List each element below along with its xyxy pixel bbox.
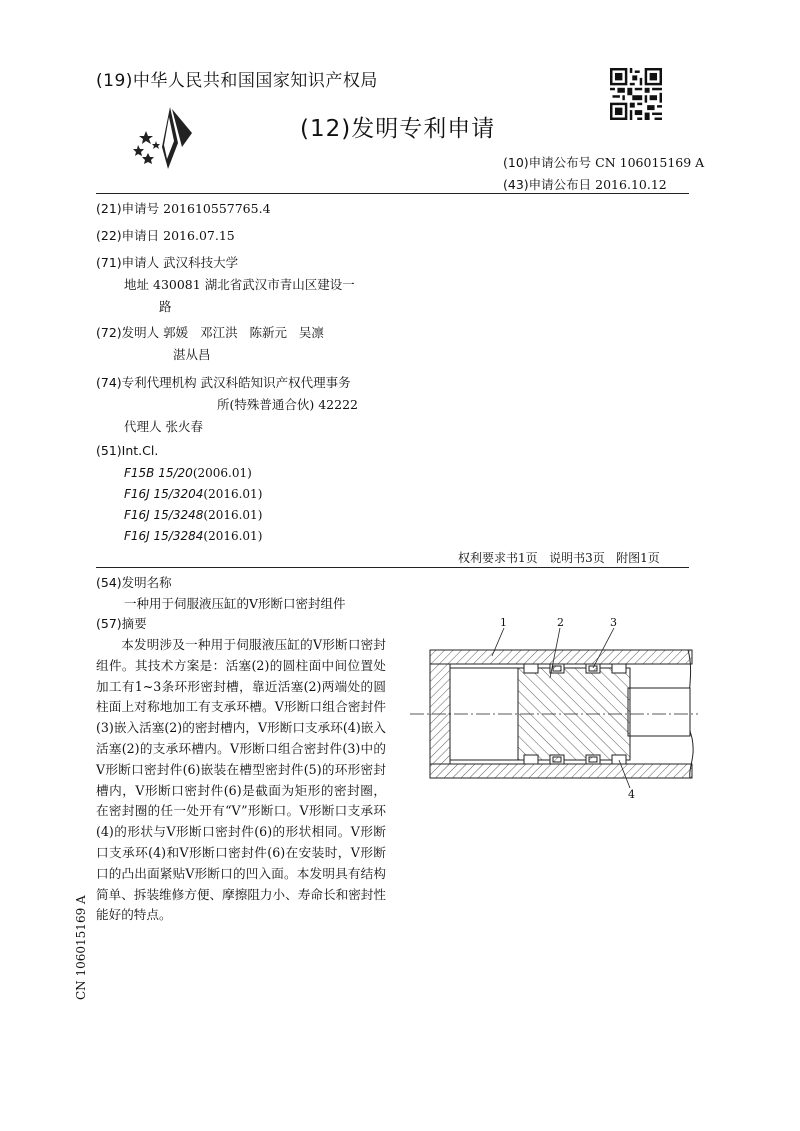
ipc-entry: F16J 15/3248(2016.01): [124, 508, 263, 522]
publication-number-label: (10)申请公布号: [503, 155, 592, 170]
qr-code-icon: [610, 68, 662, 120]
agent-label: 代理人: [124, 419, 162, 434]
application-number-row: [96, 199, 271, 217]
applicant-row: [96, 253, 238, 271]
drawing-label: 1: [500, 618, 507, 629]
drawing-label: 3: [610, 618, 617, 629]
agency-line-1: 武汉科皓知识产权代理事务: [200, 375, 351, 390]
address-row: [124, 275, 355, 293]
filing-date-row: [96, 226, 235, 244]
ipc-entry: F15B 15/20(2006.01): [124, 466, 252, 480]
section-divider: [96, 567, 689, 568]
application-number-label: (21)申请号: [96, 201, 160, 216]
ipc-entry: F16J 15/3284(2016.01): [124, 529, 263, 543]
address-line-1: 430081 湖北省武汉市青山区建设一: [153, 277, 355, 292]
address-label: 地址: [124, 277, 150, 292]
publication-number: CN 106015169 A: [595, 155, 705, 170]
applicant: 武汉科技大学: [163, 255, 239, 270]
publication-date-label: (43)申请公布日: [503, 177, 592, 192]
drawing-label: 4: [628, 788, 635, 798]
publication-date: 2016.10.12: [595, 177, 667, 192]
inventors-line-2: 湛从昌: [173, 347, 211, 362]
patent-drawing: [400, 618, 700, 798]
agency-row: [96, 373, 351, 391]
agency-label: (74)专利代理机构: [96, 375, 197, 390]
applicant-label: (71)申请人: [96, 255, 160, 270]
filing-date-label: (22)申请日: [96, 228, 160, 243]
inventors-row: [96, 323, 324, 341]
filing-date: 2016.07.15: [163, 228, 235, 243]
drawing-label: 2: [557, 618, 564, 629]
inventors-line-1: 郭媛 邓江洪 陈新元 吴凛: [163, 325, 324, 340]
abstract-label: (57)摘要: [96, 616, 147, 631]
document-type-title: (12)发明专利申请: [300, 116, 496, 142]
patent-office-title: (19)中华人民共和国国家知识产权局: [96, 71, 378, 91]
pages-summary: 权利要求书1页 说明书3页 附图1页: [458, 551, 660, 565]
abstract-text: 本发明涉及一种用于伺服液压缸的V形断口密封组件。其技术方案是：活塞(2)的圆柱面中间位置处加工有1~3条环形密封槽，靠近活塞(2)两端处的圆柱面上对称地加工有支承环槽。V形断口组合密封件(3)嵌入活塞(2)的密封槽内，V形断口支承环(4)嵌入活塞(2)的支承环槽内。V形断口组合密封件(3)中的V形断口密封件(6)嵌装在槽型密封件(5)的环形密封槽内，V形断口密封件(6)是截面为矩形的密封圈，在密封圈的任一处开有“V”形断口。V形断口支承环(4)的形状与V形断口密封件(6)的形状相同。V形断口支承环(4)和V形断口密封件(6)在安装时，V形断口的凸出面紧贴V形断口的凹入面。本发明具有结构简单、拆装维修方便、摩擦阻力小、寿命长和密封性能好的特点。: [96, 637, 386, 923]
agency-line-2: 所(特殊普通合伙) 42222: [217, 397, 358, 412]
agent: 张火春: [165, 419, 204, 434]
application-number: 201610557765.4: [163, 201, 271, 216]
side-publication-id: CN 106015169 A: [74, 895, 88, 1000]
invention-title: 一种用于伺服液压缸的V形断口密封组件: [124, 596, 346, 611]
address-line-2: 路: [159, 299, 172, 314]
cnipa-logo-icon: [132, 103, 202, 173]
invention-title-label: (54)发明名称: [96, 575, 172, 590]
header-divider: [96, 193, 689, 194]
ipc-entry: F16J 15/3204(2016.01): [124, 487, 263, 501]
publication-date-row: [503, 175, 667, 193]
publication-number-row: [503, 153, 704, 171]
agent-row: [124, 417, 203, 435]
ipc-label: (51)Int.Cl.: [96, 443, 159, 458]
inventors-label: (72)发明人: [96, 325, 160, 340]
